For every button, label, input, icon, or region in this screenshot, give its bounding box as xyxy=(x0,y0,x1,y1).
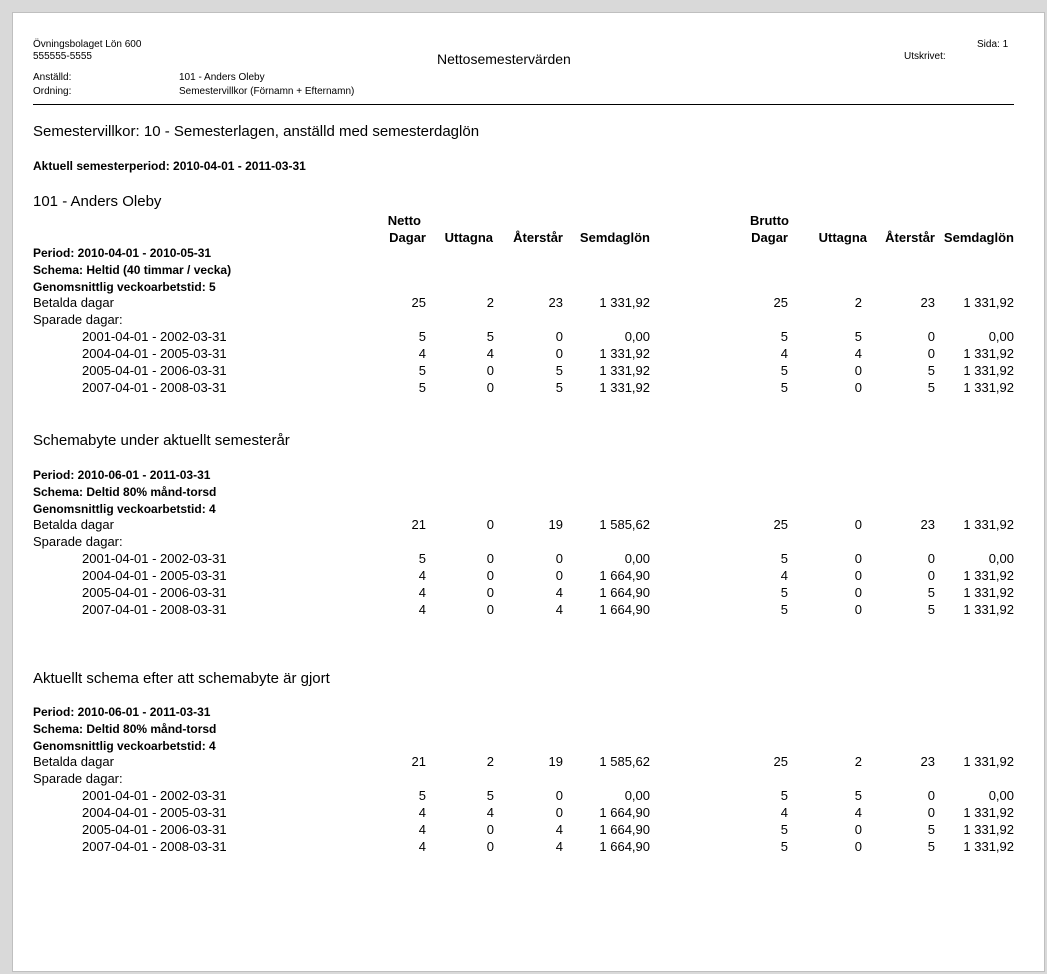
saved-days-cell: 0 xyxy=(555,551,563,566)
saved-days-cell: 1 331,92 xyxy=(963,585,1014,600)
saved-days-cell: 5 xyxy=(927,822,935,837)
saved-period-label: 2004-04-01 - 2005-03-31 xyxy=(82,346,227,361)
col-brutto-aterstar: Återstår xyxy=(885,230,935,245)
saved-days-cell: 5 xyxy=(555,363,563,378)
paid-days-cell: 2 xyxy=(854,754,862,769)
paid-days-cell: 25 xyxy=(773,517,788,532)
saved-days-cell: 4 xyxy=(418,585,426,600)
col-brutto: Brutto xyxy=(750,213,789,228)
avg-hours-label: Genomsnittlig veckoarbetstid: 4 xyxy=(33,739,216,753)
employee-value: 101 - Anders Oleby xyxy=(179,72,265,83)
paid-days-cell: 1 331,92 xyxy=(963,754,1014,769)
saved-days-cell: 5 xyxy=(780,822,788,837)
saved-days-cell: 0 xyxy=(486,822,494,837)
saved-period-label: 2005-04-01 - 2006-03-31 xyxy=(82,822,227,837)
paid-days-cell: 25 xyxy=(773,754,788,769)
paid-days-cell: 2 xyxy=(854,295,862,310)
terms-heading: Semestervillkor: 10 - Semesterlagen, anställd med semesterdaglön xyxy=(33,123,480,140)
col-netto-uttagna: Uttagna xyxy=(444,230,493,245)
saved-days-cell: 5 xyxy=(418,329,426,344)
saved-period-label: 2001-04-01 - 2002-03-31 xyxy=(82,329,227,344)
saved-days-cell: 5 xyxy=(555,380,563,395)
section-heading: Aktuellt schema efter att schemabyte är gjort xyxy=(33,670,330,687)
paid-days-cell: 25 xyxy=(411,295,426,310)
saved-days-label: Sparade dagar: xyxy=(33,312,123,327)
saved-days-cell: 5 xyxy=(780,551,788,566)
saved-days-cell: 5 xyxy=(927,585,935,600)
avg-hours-label: Genomsnittlig veckoarbetstid: 4 xyxy=(33,502,216,516)
saved-days-cell: 4 xyxy=(418,822,426,837)
report-page xyxy=(12,12,1045,972)
saved-days-cell: 0,00 xyxy=(988,551,1014,566)
paid-days-label: Betalda dagar xyxy=(33,754,114,769)
saved-days-cell: 0 xyxy=(854,839,862,854)
saved-days-cell: 1 331,92 xyxy=(599,346,650,361)
saved-period-label: 2001-04-01 - 2002-03-31 xyxy=(82,551,227,566)
saved-days-cell: 0 xyxy=(854,568,862,583)
saved-days-cell: 1 664,90 xyxy=(599,585,650,600)
saved-days-cell: 1 331,92 xyxy=(599,363,650,378)
order-label: Ordning: xyxy=(33,86,72,97)
saved-days-cell: 0 xyxy=(486,585,494,600)
saved-days-cell: 0 xyxy=(486,839,494,854)
paid-days-cell: 19 xyxy=(548,754,563,769)
saved-period-label: 2005-04-01 - 2006-03-31 xyxy=(82,585,227,600)
saved-days-cell: 5 xyxy=(486,788,494,803)
saved-days-cell: 1 664,90 xyxy=(599,822,650,837)
header-divider xyxy=(33,104,1014,105)
saved-days-cell: 5 xyxy=(780,839,788,854)
printed-label: Utskrivet: xyxy=(904,51,946,62)
saved-days-cell: 1 664,90 xyxy=(599,805,650,820)
saved-days-cell: 5 xyxy=(854,788,862,803)
saved-days-cell: 5 xyxy=(927,363,935,378)
saved-period-label: 2001-04-01 - 2002-03-31 xyxy=(82,788,227,803)
saved-period-label: 2007-04-01 - 2008-03-31 xyxy=(82,839,227,854)
saved-days-label: Sparade dagar: xyxy=(33,534,123,549)
col-brutto-dagar: Dagar xyxy=(751,230,788,245)
saved-days-cell: 0 xyxy=(854,363,862,378)
paid-days-cell: 21 xyxy=(411,517,426,532)
saved-days-cell: 4 xyxy=(854,805,862,820)
saved-days-cell: 0 xyxy=(555,568,563,583)
saved-days-cell: 1 331,92 xyxy=(963,822,1014,837)
saved-days-cell: 4 xyxy=(555,839,563,854)
paid-days-cell: 1 331,92 xyxy=(599,295,650,310)
period-label: Period: 2010-06-01 - 2011-03-31 xyxy=(33,468,211,482)
saved-days-cell: 1 664,90 xyxy=(599,839,650,854)
saved-days-cell: 5 xyxy=(780,602,788,617)
saved-days-cell: 5 xyxy=(780,380,788,395)
saved-days-cell: 5 xyxy=(780,363,788,378)
paid-days-cell: 1 331,92 xyxy=(963,295,1014,310)
current-period: Aktuell semesterperiod: 2010-04-01 - 2011-03-31 xyxy=(33,159,306,173)
saved-days-cell: 5 xyxy=(780,788,788,803)
saved-days-cell: 4 xyxy=(418,839,426,854)
saved-days-cell: 1 331,92 xyxy=(963,602,1014,617)
saved-days-cell: 0 xyxy=(927,346,935,361)
saved-days-cell: 0 xyxy=(927,568,935,583)
saved-period-label: 2005-04-01 - 2006-03-31 xyxy=(82,363,227,378)
saved-period-label: 2007-04-01 - 2008-03-31 xyxy=(82,602,227,617)
saved-days-cell: 0 xyxy=(927,805,935,820)
saved-days-cell: 0,00 xyxy=(624,788,650,803)
saved-days-cell: 5 xyxy=(486,329,494,344)
paid-days-cell: 1 331,92 xyxy=(963,517,1014,532)
saved-days-cell: 5 xyxy=(927,839,935,854)
saved-days-cell: 4 xyxy=(555,602,563,617)
saved-days-cell: 5 xyxy=(418,380,426,395)
paid-days-cell: 1 585,62 xyxy=(599,754,650,769)
saved-days-cell: 4 xyxy=(780,346,788,361)
paid-days-cell: 23 xyxy=(920,517,935,532)
saved-days-cell: 5 xyxy=(927,380,935,395)
saved-days-cell: 0 xyxy=(854,585,862,600)
saved-days-cell: 4 xyxy=(854,346,862,361)
schema-label: Schema: Deltid 80% månd-torsd xyxy=(33,485,217,499)
paid-days-label: Betalda dagar xyxy=(33,517,114,532)
paid-days-cell: 23 xyxy=(920,295,935,310)
paid-days-cell: 23 xyxy=(920,754,935,769)
saved-days-cell: 4 xyxy=(555,585,563,600)
saved-days-cell: 4 xyxy=(555,822,563,837)
period-label: Period: 2010-06-01 - 2011-03-31 xyxy=(33,705,211,719)
saved-days-cell: 0 xyxy=(854,822,862,837)
saved-days-cell: 5 xyxy=(418,788,426,803)
saved-days-cell: 1 664,90 xyxy=(599,602,650,617)
paid-days-cell: 2 xyxy=(486,295,494,310)
saved-days-cell: 0 xyxy=(486,568,494,583)
saved-days-cell: 0 xyxy=(927,551,935,566)
saved-days-cell: 0 xyxy=(486,380,494,395)
saved-days-cell: 1 331,92 xyxy=(963,568,1014,583)
col-netto-semdaglon: Semdaglön xyxy=(579,230,650,245)
paid-days-cell: 19 xyxy=(548,517,563,532)
paid-days-cell: 1 585,62 xyxy=(599,517,650,532)
saved-days-cell: 1 331,92 xyxy=(963,346,1014,361)
saved-days-cell: 5 xyxy=(418,551,426,566)
saved-days-cell: 1 664,90 xyxy=(599,568,650,583)
saved-days-cell: 1 331,92 xyxy=(963,363,1014,378)
paid-days-cell: 0 xyxy=(486,517,494,532)
col-netto-dagar: Dagar xyxy=(389,230,426,245)
saved-days-cell: 0 xyxy=(927,788,935,803)
saved-period-label: 2004-04-01 - 2005-03-31 xyxy=(82,805,227,820)
saved-days-cell: 5 xyxy=(927,602,935,617)
saved-days-cell: 4 xyxy=(486,346,494,361)
paid-days-cell: 25 xyxy=(773,295,788,310)
saved-days-cell: 1 331,92 xyxy=(599,380,650,395)
saved-days-cell: 4 xyxy=(780,568,788,583)
paid-days-cell: 23 xyxy=(548,295,563,310)
col-netto: Netto xyxy=(387,213,421,228)
saved-days-cell: 0 xyxy=(555,329,563,344)
saved-days-cell: 0 xyxy=(854,602,862,617)
paid-days-cell: 21 xyxy=(411,754,426,769)
saved-days-cell: 4 xyxy=(418,602,426,617)
saved-days-cell: 0 xyxy=(486,363,494,378)
col-netto-aterstar: Återstår xyxy=(513,230,563,245)
saved-days-cell: 0 xyxy=(555,805,563,820)
saved-days-cell: 0,00 xyxy=(988,788,1014,803)
saved-days-cell: 1 331,92 xyxy=(963,380,1014,395)
saved-days-cell: 4 xyxy=(418,568,426,583)
org-number: 555555-5555 xyxy=(33,51,92,62)
paid-days-cell: 2 xyxy=(486,754,494,769)
saved-days-cell: 0,00 xyxy=(624,329,650,344)
saved-days-cell: 5 xyxy=(780,329,788,344)
paid-days-label: Betalda dagar xyxy=(33,295,114,310)
report-title: Nettosemestervärden xyxy=(437,51,571,67)
saved-days-cell: 5 xyxy=(780,585,788,600)
saved-days-label: Sparade dagar: xyxy=(33,771,123,786)
schema-label: Schema: Heltid (40 timmar / vecka) xyxy=(33,263,232,277)
saved-days-cell: 0 xyxy=(927,329,935,344)
saved-days-cell: 5 xyxy=(418,363,426,378)
saved-days-cell: 5 xyxy=(854,329,862,344)
saved-days-cell: 0 xyxy=(555,788,563,803)
saved-days-cell: 0 xyxy=(854,551,862,566)
saved-period-label: 2007-04-01 - 2008-03-31 xyxy=(82,380,227,395)
employee-label: Anställd: xyxy=(33,72,72,83)
section-heading: Schemabyte under aktuellt semesterår xyxy=(33,432,290,449)
saved-days-cell: 4 xyxy=(780,805,788,820)
saved-days-cell: 4 xyxy=(486,805,494,820)
saved-days-cell: 0 xyxy=(486,602,494,617)
paid-days-cell: 0 xyxy=(854,517,862,532)
saved-days-cell: 0 xyxy=(854,380,862,395)
employee-heading: 101 - Anders Oleby xyxy=(33,193,162,210)
saved-days-cell: 0 xyxy=(486,551,494,566)
company-name: Övningsbolaget Lön 600 xyxy=(33,39,142,50)
schema-label: Schema: Deltid 80% månd-torsd xyxy=(33,722,217,736)
saved-days-cell: 1 331,92 xyxy=(963,839,1014,854)
col-brutto-uttagna: Uttagna xyxy=(818,230,867,245)
page-number: Sida: 1 xyxy=(977,39,1009,50)
order-value: Semestervillkor (Förnamn + Efternamn) xyxy=(179,86,355,97)
saved-period-label: 2004-04-01 - 2005-03-31 xyxy=(82,568,227,583)
avg-hours-label: Genomsnittlig veckoarbetstid: 5 xyxy=(33,280,216,294)
col-brutto-semdaglon: Semdaglön xyxy=(943,230,1014,245)
period-label: Period: 2010-04-01 - 2010-05-31 xyxy=(33,246,212,260)
saved-days-cell: 1 331,92 xyxy=(963,805,1014,820)
saved-days-cell: 0,00 xyxy=(988,329,1014,344)
saved-days-cell: 0,00 xyxy=(624,551,650,566)
saved-days-cell: 4 xyxy=(418,346,426,361)
saved-days-cell: 0 xyxy=(555,346,563,361)
saved-days-cell: 4 xyxy=(418,805,426,820)
